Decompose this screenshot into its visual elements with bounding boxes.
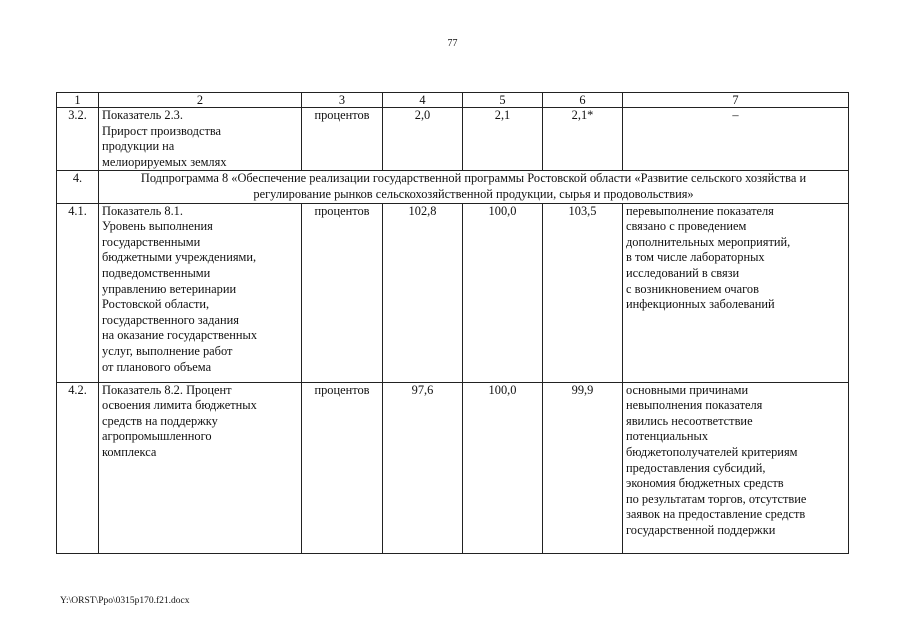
row-number: 4.2. xyxy=(57,382,99,553)
table-row xyxy=(57,171,849,203)
header-cell: 1 xyxy=(57,93,99,108)
page-number: 77 xyxy=(447,38,458,49)
note-cell: перевыполнение показателя связано с проведением дополнительных мероприятий, в том числе лабораторных исследований в связи с возникновением очагов инфекционных заболеваний xyxy=(623,203,849,382)
note-cell: основными причинами невыполнения показателя явились несоответствие потенциальных бюджетополучателей критериям предоставления субсидий, экономия бюджетных средств по результатам торгов, отсутствие заявок на предоставление средств государственной поддержки xyxy=(623,382,849,553)
value-cell: 2,1* xyxy=(543,108,623,171)
row-number: 3.2. xyxy=(57,108,99,171)
results-table xyxy=(56,92,849,554)
value-cell: 100,0 xyxy=(463,382,543,553)
header-cell: 4 xyxy=(383,93,463,108)
note-cell: – xyxy=(623,108,849,171)
value-cell: 103,5 xyxy=(543,203,623,382)
row-number: 4. xyxy=(57,171,99,203)
header-cell: 5 xyxy=(463,93,543,108)
table-row xyxy=(57,203,849,382)
value-cell: 97,6 xyxy=(383,382,463,553)
table-row xyxy=(57,382,849,553)
header-cell: 2 xyxy=(99,93,302,108)
value-cell: 2,1 xyxy=(463,108,543,171)
header-cell: 7 xyxy=(623,93,849,108)
indicator-name: Показатель 8.1. Уровень выполнения государственными бюджетными учреждениями, подведомственными управлению ветеринарии Ростовской области, государственного задания на оказание государственных услуг, выполнение работ от планового объема xyxy=(99,203,302,382)
value-cell: 100,0 xyxy=(463,203,543,382)
table-header-row xyxy=(57,93,849,108)
unit-cell: процентов xyxy=(302,203,383,382)
indicator-name: Показатель 2.3. Прирост производства продукции на мелиорируемых землях xyxy=(99,108,302,171)
value-cell: 102,8 xyxy=(383,203,463,382)
table-row xyxy=(57,108,849,171)
header-cell: 6 xyxy=(543,93,623,108)
value-cell: 99,9 xyxy=(543,382,623,553)
header-cell: 3 xyxy=(302,93,383,108)
file-path-footer: Y:\ORST\Ppo\0315p170.f21.docx xyxy=(60,596,190,606)
subprogram-title: Подпрограмма 8 «Обеспечение реализации государственной программы Ростовской области «Развитие сельского хозяйства и регулирование рынков сельскохозяйственной продукции, сырья и продовольствия» xyxy=(99,171,849,203)
unit-cell: процентов xyxy=(302,382,383,553)
row-number: 4.1. xyxy=(57,203,99,382)
indicator-name: Показатель 8.2. Процент освоения лимита бюджетных средств на поддержку агропромышленного комплекса xyxy=(99,382,302,553)
unit-cell: процентов xyxy=(302,108,383,171)
value-cell: 2,0 xyxy=(383,108,463,171)
